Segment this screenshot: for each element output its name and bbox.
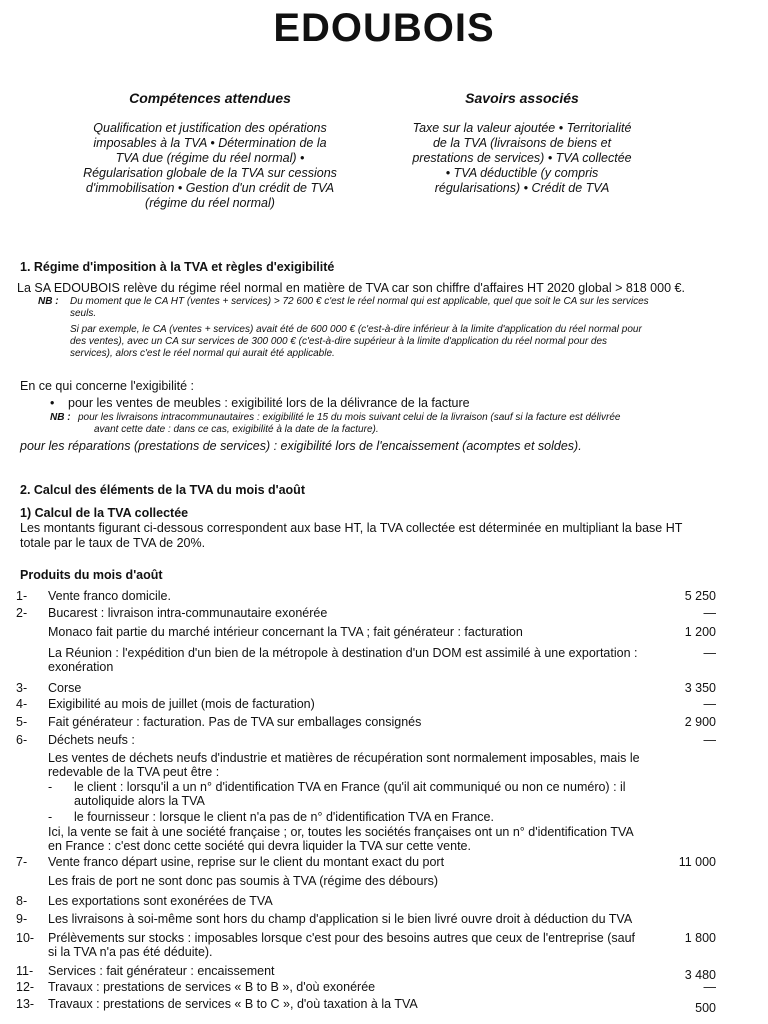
item-text: Prélèvements sur stocks : imposables lorsque c'est pour des besoins autres que ceux de l'entreprise (sauf [48,931,636,945]
item-text: Déchets neufs : [48,733,135,747]
nb2-label: NB : [50,412,71,423]
item-text: exonération [48,660,114,674]
item-text: Les exportations sont exonérées de TVA [48,894,273,908]
item-number: 1- [16,589,28,603]
item-number: 6- [16,733,28,747]
nb2-line: avant cette date : dans ce cas, exigibilité à la date de la facture). [94,424,379,435]
nb1-line: Si par exemple, le CA (ventes + services) avait été de 600 000 € (c'est-à-dire inférieur à la limite d'application du réel normal pour [70,324,642,335]
tva-collectee-line: Les montants figurant ci-dessous correspondent aux base HT, la TVA collectée est déterminée en multipliant la base HT [20,521,683,535]
item-amount: — [703,697,716,711]
nb1-line: Du moment que le CA HT (ventes + services) > 72 600 € c'est le réel normal qui est applicable, quel que soit le CA sur les services [70,296,649,307]
item-number: 10- [16,931,35,945]
item-text: le client : lorsqu'il a un n° d'identification TVA en France (qu'il ait communiqué ou non ce numéro) : il [74,780,626,794]
document-title: EDOUBOIS [273,6,495,50]
item-text: La Réunion : l'expédition d'un bien de la métropole à destination d'un DOM est assimilé à une exportation : [48,646,638,660]
exigibilite-intro: En ce qui concerne l'exigibilité : [20,379,195,393]
competences-line: TVA due (régime du réel normal) • [115,151,305,165]
item-text: Vente franco domicile. [48,589,171,603]
tva-collectee-line: totale par le taux de TVA de 20%. [20,536,206,550]
item-number: 12- [16,980,35,994]
competences-line: Qualification et justification des opérations [93,121,327,135]
item-text: Monaco fait partie du marché intérieur concernant la TVA ; fait générateur : facturation [48,625,523,639]
reparations-text: pour les réparations (prestations de services) : exigibilité lors de l'encaissement (acomptes et soldes). [20,439,582,453]
competences-line: (régime du réel normal) [145,196,275,210]
savoirs-heading: Savoirs associés [465,90,579,106]
nb1-line: seuls. [70,308,97,319]
item-text: Fait générateur : facturation. Pas de TVA sur emballages consignés [48,715,422,729]
competences-heading: Compétences attendues [129,90,291,106]
item-amount: 1 800 [684,931,716,945]
item-number: 2- [16,606,28,620]
item-amount: 5 250 [684,589,716,603]
savoirs-line: prestations de services) • TVA collectée [412,151,632,165]
item-amount: — [703,980,716,994]
competences-text [40,121,380,211]
item-text: si la TVA n'a pas été déduite). [48,945,213,959]
competences-line: Régularisation globale de la TVA sur cessions [83,166,337,180]
item-text: Les ventes de déchets neufs d'industrie et matières de récupération sont normalement imposables, mais le [48,751,640,765]
section2-heading: 2. Calcul des éléments de la TVA du mois d'août [20,483,305,497]
dash-bullet: - [48,780,53,794]
item-amount: 3 480 [684,968,716,982]
item-text: Les livraisons à soi-même sont hors du champ d'application si le bien livré ouvre droit à déduction du TVA [48,912,633,926]
item-text: le fournisseur : lorsque le client n'a pas de n° d'identification TVA en France. [74,810,494,824]
item-text: Vente franco départ usine, reprise sur le client du montant exact du port [48,855,445,869]
item-amount: 1 200 [684,625,716,639]
bullet-ventes-meubles: pour les ventes de meubles : exigibilité lors de la délivrance de la facture [68,396,470,410]
item-text: Travaux : prestations de services « B to B », d'où exonérée [48,980,376,994]
item-amount: 11 000 [678,855,716,869]
section1-intro: La SA EDOUBOIS relève du régime réel normal en matière de TVA car son chiffre d'affaires HT 2020 global > 818 000 €. [17,281,685,295]
savoirs-line: Taxe sur la valeur ajoutée • Territorialité [412,121,632,135]
nb1-line: services), alors c'est le réel normal qui aurait été applicable. [70,348,335,359]
item-text: en France : c'est donc cette société qui devra liquider la TVA sur cette vente. [48,839,471,853]
item-text: Bucarest : livraison intra-communautaire exonérée [48,606,328,620]
savoirs-line: régularisations) • Crédit de TVA [434,181,610,195]
item-text: Les frais de port ne sont donc pas soumis à TVA (régime des débours) [48,874,439,888]
item-amount: 2 900 [684,715,716,729]
item-text: redevable de la TVA peut être : [48,765,220,779]
savoirs-line: • TVA déductible (y compris [445,166,599,180]
section1-heading: 1. Régime d'imposition à la TVA et règles d'exigibilité [20,260,335,274]
savoirs-line: de la TVA (livraisons de biens et [432,136,612,150]
item-text: Travaux : prestations de services « B to C », d'où taxation à la TVA [48,997,418,1011]
savoirs-text [356,121,688,196]
competences-line: imposables à la TVA • Détermination de la [93,136,327,150]
item-number: 7- [16,855,28,869]
item-number: 11- [16,964,34,978]
item-amount: — [703,646,716,660]
item-number: 13- [16,997,35,1011]
produits-heading: Produits du mois d'août [20,568,163,582]
item-text: Corse [48,681,82,695]
item-number: 4- [16,697,28,711]
bullet-symbol: • [50,396,55,410]
item-number: 5- [16,715,28,729]
item-number: 9- [16,912,28,926]
item-text: Exigibilité au mois de juillet (mois de facturation) [48,697,315,711]
item-text: Services : fait générateur : encaissement [48,964,275,978]
dash-bullet: - [48,810,53,824]
item-number: 3- [16,681,28,695]
nb1-line: des ventes), avec un CA sur services de 300 000 € (c'est-à-dire supérieur à la limite d'application du réel normal pour des [70,336,608,347]
item-number: 8- [16,894,28,908]
tva-collectee-heading: 1) Calcul de la TVA collectée [20,506,189,520]
item-amount: — [703,733,716,747]
item-amount: — [703,606,716,620]
nb1-label: NB : [38,296,59,307]
nb2-line: pour les livraisons intracommunautaires : exigibilité le 15 du mois suivant celui de la livraison (sauf si la facture est délivrée [78,412,621,423]
item-text: autoliquide alors la TVA [74,794,205,808]
item-amount: 500 [695,1001,716,1015]
competences-line: d'immobilisation • Gestion d'un crédit de TVA [85,181,335,195]
item-amount: 3 350 [684,681,716,695]
item-text: Ici, la vente se fait à une société française ; or, toutes les sociétés françaises ont un n° d'identification TVA [48,825,634,839]
